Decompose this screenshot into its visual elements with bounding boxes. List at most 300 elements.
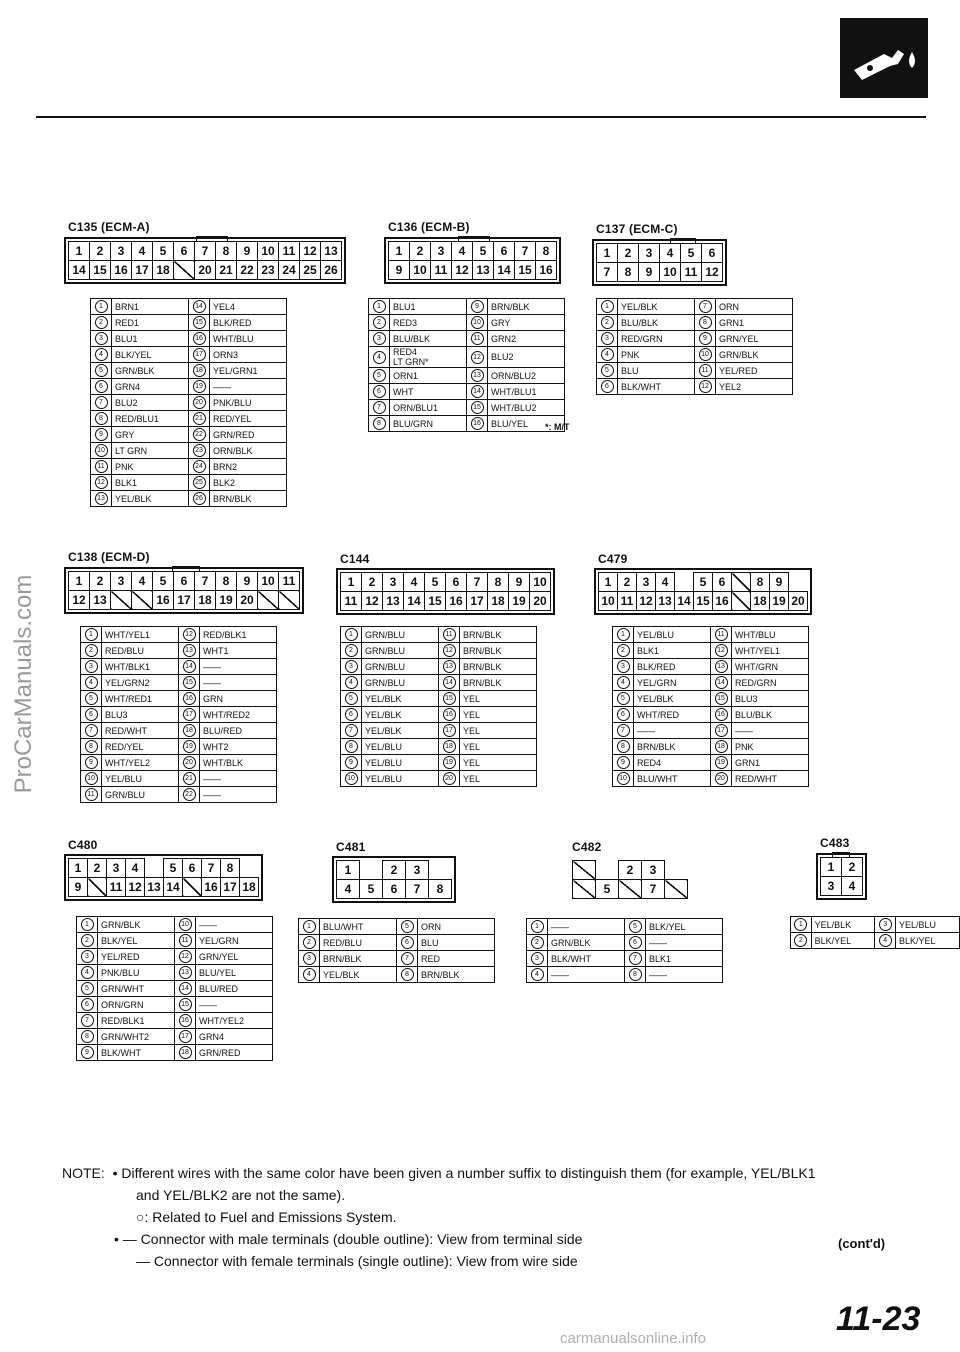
terminal-number: 11 — [341, 592, 362, 611]
terminal-number: 4 — [132, 242, 153, 261]
wire-color: ORN/BLK — [210, 443, 287, 459]
pin-table-c479 — [612, 626, 809, 787]
table-row — [341, 627, 537, 643]
wire-color: —— — [200, 771, 277, 787]
terminal-gap — [675, 573, 694, 592]
wire-color: RED1 — [112, 315, 189, 331]
terminal-number: 8 — [488, 573, 509, 592]
pin-table-c135 — [90, 298, 287, 507]
pin-number: 12 — [439, 643, 460, 659]
pin-number: 9 — [613, 755, 634, 771]
terminal-row — [69, 878, 259, 897]
pin-number: 11 — [467, 331, 488, 347]
wire-color: YEL — [460, 771, 537, 787]
pin-number: 3 — [341, 659, 362, 675]
terminal-number: 18 — [153, 261, 174, 280]
terminal-number: 5 — [164, 859, 183, 878]
wire-color: BLU/YEL — [196, 965, 273, 981]
wire-color: GRN/RED — [196, 1045, 273, 1061]
pin-number: 7 — [341, 723, 362, 739]
terminal-number: 17 — [221, 878, 240, 897]
pin-number: 12 — [695, 379, 716, 395]
pin-number: 10 — [695, 347, 716, 363]
wire-color: WHT/BLU — [210, 331, 287, 347]
terminal-number: 4 — [842, 877, 863, 896]
pin-number: 2 — [597, 315, 618, 331]
terminal-number: 16 — [713, 592, 732, 611]
table-row — [299, 919, 495, 935]
connector-face — [68, 858, 259, 897]
terminal-row — [69, 261, 342, 280]
table-row — [597, 331, 793, 347]
table-row — [341, 723, 537, 739]
wire-color: BRN/BLK — [634, 739, 711, 755]
pin-number: 5 — [77, 981, 98, 997]
wire-color: GRN/WHT2 — [98, 1029, 175, 1045]
pin-number: 1 — [299, 919, 320, 935]
terminal-number: 12 — [362, 592, 383, 611]
wire-color: BLU2 — [112, 395, 189, 411]
notes — [62, 1162, 922, 1272]
pin-number: 3 — [613, 659, 634, 675]
table-row — [369, 299, 565, 315]
table-row — [299, 935, 495, 951]
terminal-gap — [596, 861, 619, 880]
wire-color: YEL/BLK — [634, 691, 711, 707]
terminal-row — [341, 592, 551, 611]
pin-number: 19 — [179, 739, 200, 755]
pin-number: 8 — [397, 967, 418, 983]
wire-color: YEL/GRN1 — [210, 363, 287, 379]
table-row — [613, 755, 809, 771]
terminal-number: 17 — [467, 592, 488, 611]
pin-table-c481 — [298, 918, 495, 983]
wire-color: GRN1 — [732, 755, 809, 771]
table-row — [613, 659, 809, 675]
wire-color: BRN/BLK — [320, 951, 397, 967]
continued-label: (cont'd) — [838, 1236, 886, 1251]
terminal-number: 3 — [383, 573, 404, 592]
terminal-number: 2 — [362, 573, 383, 592]
terminal-number: 11 — [279, 242, 300, 261]
pin-number: 8 — [77, 1029, 98, 1045]
terminal-number: 2 — [842, 858, 863, 877]
pin-number: 6 — [597, 379, 618, 395]
table-row — [369, 400, 565, 416]
terminal-number: 8 — [536, 242, 557, 261]
terminal-number: 11 — [279, 572, 300, 591]
pin-number: 1 — [613, 627, 634, 643]
pin-number: 6 — [91, 379, 112, 395]
pin-table-c136 — [368, 298, 565, 432]
pin-number: 21 — [189, 411, 210, 427]
pin-number: 12 — [711, 643, 732, 659]
terminal-empty — [174, 261, 195, 280]
pin-number: 2 — [527, 935, 548, 951]
wire-color: YEL4 — [210, 299, 287, 315]
connector-c479 — [598, 552, 808, 611]
pin-number: 2 — [341, 643, 362, 659]
terminal-number: 4 — [132, 572, 153, 591]
footer-watermark: carmanualsonline.info — [560, 1330, 706, 1347]
pin-number: 8 — [91, 411, 112, 427]
table-row — [81, 659, 277, 675]
terminal-number: 7 — [642, 880, 665, 899]
pin-number: 9 — [77, 1045, 98, 1061]
terminal-number: 11 — [681, 263, 702, 282]
wire-color: BRN/BLK — [418, 967, 495, 983]
wire-color: YEL/BLU — [362, 739, 439, 755]
wire-color: BLK/RED — [634, 659, 711, 675]
wire-color: BLU/BLK — [390, 331, 467, 347]
pin-number: 7 — [695, 299, 716, 315]
pin-number: 1 — [791, 917, 812, 933]
connector-title: C137 (ECM-C) — [596, 222, 678, 236]
pin-number: 14 — [711, 675, 732, 691]
table-row — [341, 739, 537, 755]
table-row — [81, 707, 277, 723]
terminal-number: 5 — [473, 242, 494, 261]
table-row — [91, 315, 287, 331]
wire-color: BRN/BLK — [488, 299, 565, 315]
terminal-row — [599, 573, 808, 592]
wire-color: BLK/WHT — [98, 1045, 175, 1061]
pin-number: 7 — [91, 395, 112, 411]
pin-number: 20 — [179, 755, 200, 771]
wire-color: BLK/RED — [210, 315, 287, 331]
pin-number: 1 — [77, 917, 98, 933]
wire-color: GRN/BLK — [716, 347, 793, 363]
pin-number: 8 — [341, 739, 362, 755]
terminal-number: 8 — [429, 880, 452, 899]
table-row — [527, 951, 723, 967]
terminal-empty — [665, 880, 688, 899]
wire-color: GRN2 — [488, 331, 565, 347]
pin-number: 8 — [81, 739, 102, 755]
table-row — [613, 739, 809, 755]
terminal-number: 4 — [660, 244, 681, 263]
terminal-number: 18 — [488, 592, 509, 611]
table-row — [597, 299, 793, 315]
pin-number: 13 — [91, 491, 112, 507]
wire-color: —— — [732, 723, 809, 739]
wire-color: GRY — [488, 315, 565, 331]
wire-color: ORN/BLU2 — [488, 368, 565, 384]
wire-color: YEL/BLK — [362, 691, 439, 707]
pin-number: 10 — [175, 917, 196, 933]
terminal-row — [341, 573, 551, 592]
terminal-number: 4 — [452, 242, 473, 261]
header-rule — [36, 116, 926, 118]
wire-color: BLU3 — [732, 691, 809, 707]
pin-number: 18 — [175, 1045, 196, 1061]
pin-number: 7 — [397, 951, 418, 967]
pin-number: 15 — [439, 691, 460, 707]
terminal-number: 6 — [446, 573, 467, 592]
table-row — [369, 384, 565, 400]
terminal-empty — [732, 592, 751, 611]
terminal-number: 8 — [618, 263, 639, 282]
wire-color: BRN1 — [112, 299, 189, 315]
wire-color: GRY — [112, 427, 189, 443]
wire-color: YEL/GRN — [196, 933, 273, 949]
terminal-number: 2 — [88, 859, 107, 878]
wire-color: —— — [646, 935, 723, 951]
connector-c481 — [336, 840, 452, 899]
terminal-empty — [619, 880, 642, 899]
terminal-number: 2 — [618, 244, 639, 263]
pin-number: 9 — [467, 299, 488, 315]
table-row — [91, 299, 287, 315]
note-line-4: • — Connector with male terminals (double outline): View from terminal side — [114, 1231, 583, 1247]
note-label: NOTE: — [62, 1165, 105, 1181]
pin-number: 18 — [711, 739, 732, 755]
pin-table-c482 — [526, 918, 723, 983]
terminal-number: 19 — [509, 592, 530, 611]
wire-color: BLK1 — [646, 951, 723, 967]
terminal-number: 8 — [221, 859, 240, 878]
wire-color: YEL/BLU — [362, 755, 439, 771]
table-row — [613, 771, 809, 787]
terminal-number: 18 — [751, 592, 770, 611]
terminal-number: 14 — [164, 878, 183, 897]
terminal-number: 10 — [258, 572, 279, 591]
terminal-number: 13 — [321, 242, 342, 261]
terminal-number: 16 — [111, 261, 132, 280]
terminal-number: 9 — [389, 261, 410, 280]
terminal-number: 7 — [202, 859, 221, 878]
table-row — [81, 691, 277, 707]
table-row — [81, 675, 277, 691]
table-row — [597, 347, 793, 363]
wire-color: BRN/BLK — [460, 675, 537, 691]
table-row — [613, 691, 809, 707]
pin-number: 12 — [175, 949, 196, 965]
wire-color: YEL/BLU — [362, 771, 439, 787]
pin-number: 14 — [175, 981, 196, 997]
pin-number: 5 — [81, 691, 102, 707]
wire-color: RED/WHT — [102, 723, 179, 739]
wire-color: YEL2 — [716, 379, 793, 395]
connector-face — [596, 243, 723, 282]
pin-number: 22 — [189, 427, 210, 443]
pin-number: 5 — [597, 363, 618, 379]
terminal-row — [821, 858, 863, 877]
terminal-number: 3 — [107, 859, 126, 878]
terminal-number: 16 — [446, 592, 467, 611]
terminal-number: 7 — [597, 263, 618, 282]
terminal-row — [69, 242, 342, 261]
table-row — [81, 643, 277, 659]
pin-number: 9 — [341, 755, 362, 771]
wire-color: BLU2 — [488, 347, 565, 368]
terminal-number: 4 — [126, 859, 145, 878]
wire-color: BLK/WHT — [618, 379, 695, 395]
table-row — [77, 981, 273, 997]
terminal-number: 25 — [300, 261, 321, 280]
pin-number: 12 — [179, 627, 200, 643]
terminal-empty — [111, 591, 132, 610]
terminal-number: 1 — [597, 244, 618, 263]
footnote: *: M/T — [545, 422, 570, 432]
pin-number: 3 — [527, 951, 548, 967]
wire-color: BRN2 — [210, 459, 287, 475]
terminal-number: 17 — [174, 591, 195, 610]
table-row — [91, 491, 287, 507]
pin-number: 10 — [467, 315, 488, 331]
pin-number: 13 — [175, 965, 196, 981]
wire-color: WHT/YEL1 — [102, 627, 179, 643]
pin-number: 3 — [299, 951, 320, 967]
terminal-number: 16 — [153, 591, 174, 610]
wire-color: —— — [200, 659, 277, 675]
wire-color: YEL — [460, 739, 537, 755]
pin-number: 6 — [625, 935, 646, 951]
wire-color: WHT/BLU — [732, 627, 809, 643]
pin-number: 3 — [597, 331, 618, 347]
wire-color: BLU3 — [102, 707, 179, 723]
wire-color: YEL — [460, 707, 537, 723]
terminal-number: 1 — [69, 242, 90, 261]
connector-title: C144 — [340, 552, 370, 566]
wire-color: BLK1 — [634, 643, 711, 659]
pin-number: 1 — [91, 299, 112, 315]
pin-number: 18 — [179, 723, 200, 739]
table-row — [91, 427, 287, 443]
pin-number: 8 — [695, 315, 716, 331]
table-row — [77, 933, 273, 949]
pin-number: 17 — [711, 723, 732, 739]
wire-color: BLU1 — [112, 331, 189, 347]
table-row — [613, 675, 809, 691]
wire-color: WHT/RED2 — [200, 707, 277, 723]
wire-color: PNK — [618, 347, 695, 363]
connector-title: C483 — [820, 836, 850, 850]
terminal-number: 14 — [494, 261, 515, 280]
wire-color: GRN/YEL — [196, 949, 273, 965]
table-row — [77, 949, 273, 965]
terminal-empty — [88, 878, 107, 897]
table-row — [91, 443, 287, 459]
pin-number: 8 — [625, 967, 646, 983]
terminal-empty — [183, 878, 202, 897]
terminal-row — [573, 880, 688, 899]
pin-number: 4 — [613, 675, 634, 691]
table-row — [613, 643, 809, 659]
wire-color: RED/YEL — [102, 739, 179, 755]
pin-number: 17 — [175, 1029, 196, 1045]
wire-color: GRN/WHT — [98, 981, 175, 997]
pin-number: 6 — [613, 707, 634, 723]
terminal-number: 5 — [153, 572, 174, 591]
terminal-number: 13 — [145, 878, 164, 897]
pin-number: 5 — [341, 691, 362, 707]
connector-c483 — [820, 836, 863, 896]
connector-face — [572, 860, 688, 899]
pin-number: 1 — [597, 299, 618, 315]
wire-color: YEL/BLU — [895, 917, 959, 933]
terminal-number: 16 — [202, 878, 221, 897]
wire-color: RED/BLK1 — [98, 1013, 175, 1029]
pin-number: 4 — [597, 347, 618, 363]
wire-color: BLK/WHT — [548, 951, 625, 967]
pin-number: 16 — [189, 331, 210, 347]
pin-number: 26 — [189, 491, 210, 507]
terminal-gap — [145, 859, 164, 878]
pin-number: 4 — [369, 347, 390, 368]
wire-color: ORN1 — [390, 368, 467, 384]
connector-c482 — [572, 840, 688, 899]
table-row — [341, 691, 537, 707]
terminal-empty — [132, 591, 153, 610]
terminal-number: 5 — [360, 880, 383, 899]
pin-number: 11 — [439, 627, 460, 643]
terminal-number: 24 — [279, 261, 300, 280]
pin-number: 10 — [341, 771, 362, 787]
terminal-number: 8 — [751, 573, 770, 592]
terminal-number: 4 — [337, 880, 360, 899]
table-row — [81, 723, 277, 739]
pin-number: 9 — [91, 427, 112, 443]
terminal-number: 5 — [694, 573, 713, 592]
pin-number: 20 — [189, 395, 210, 411]
pin-number: 13 — [467, 368, 488, 384]
wire-color: YEL — [460, 723, 537, 739]
table-row — [81, 787, 277, 803]
terminal-number: 4 — [404, 573, 425, 592]
terminal-empty — [279, 591, 300, 610]
pin-number: 15 — [467, 400, 488, 416]
pin-number: 12 — [467, 347, 488, 368]
side-watermark: ProCarManuals.com — [10, 574, 37, 794]
terminal-number: 15 — [694, 592, 713, 611]
pin-number: 5 — [397, 919, 418, 935]
connector-c480 — [68, 838, 259, 897]
wire-color: GRN/RED — [210, 427, 287, 443]
connector-c136 — [388, 220, 557, 280]
terminal-number: 12 — [69, 591, 90, 610]
connector-face — [820, 857, 863, 896]
wire-color: RED/BLK1 — [200, 627, 277, 643]
table-row — [791, 933, 960, 949]
pin-number: 7 — [81, 723, 102, 739]
wire-color: BLK1 — [112, 475, 189, 491]
pin-number: 11 — [91, 459, 112, 475]
terminal-number: 10 — [660, 263, 681, 282]
wire-color: RED/BLU — [102, 643, 179, 659]
pin-number: 17 — [189, 347, 210, 363]
wire-color: BLK/YEL — [895, 933, 959, 949]
wire-color: ORN/BLU1 — [390, 400, 467, 416]
pin-number: 2 — [613, 643, 634, 659]
connector-title: C136 (ECM-B) — [388, 220, 470, 234]
terminal-number: 6 — [383, 880, 406, 899]
pin-number: 20 — [439, 771, 460, 787]
terminal-number: 3 — [821, 877, 842, 896]
pin-number: 8 — [369, 416, 390, 432]
terminal-number: 10 — [258, 242, 279, 261]
terminal-number: 3 — [431, 242, 452, 261]
table-row — [81, 739, 277, 755]
pin-number: 23 — [189, 443, 210, 459]
terminal-number: 8 — [216, 242, 237, 261]
pin-number: 11 — [175, 933, 196, 949]
pin-number: 2 — [299, 935, 320, 951]
wire-color: ORN — [716, 299, 793, 315]
wire-color: PNK — [112, 459, 189, 475]
wire-color: BLU — [618, 363, 695, 379]
wire-color: BRN/BLK — [460, 659, 537, 675]
